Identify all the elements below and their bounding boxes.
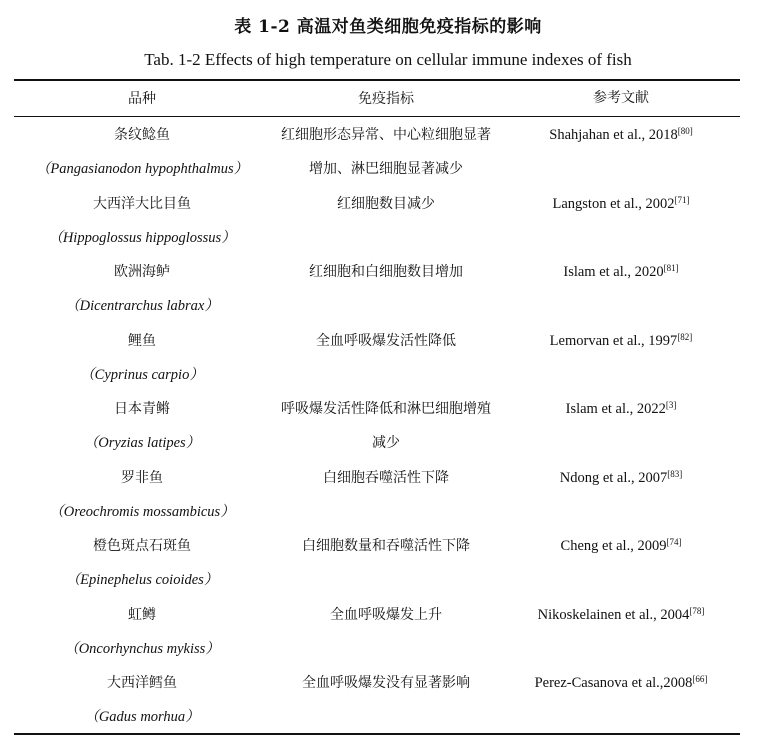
immune-indicator: 呼吸爆发活性降低和淋巴细胞增殖: [281, 401, 491, 417]
species-name: 条纹鲶鱼: [114, 127, 170, 143]
immune-indicator: 全血呼吸爆发活性降低: [316, 332, 456, 349]
immune-indicator: 全血呼吸爆发上升: [330, 606, 442, 623]
species-latin-name: （Oncorhynchus mykiss）: [64, 640, 220, 657]
immune-indicator: 全血呼吸爆发没有显著影响: [302, 675, 470, 691]
header-reference: 参考文献: [593, 91, 649, 106]
reference-citation: [502, 666, 740, 700]
species-latin-name: （Hippoglossus hippoglossus）: [48, 229, 236, 246]
species-name: 大西洋鳕鱼: [107, 675, 177, 691]
species-name: 大西洋大比目鱼: [93, 195, 191, 212]
header-indicator: 免疫指标: [358, 91, 414, 107]
immune-indicator: 白细胞吞噬活性下降: [323, 469, 449, 486]
reference-citation: [502, 392, 740, 426]
table-row: [14, 529, 740, 598]
species-latin-name: （Epinephelus coioides）: [65, 572, 219, 588]
reference-citation: [502, 118, 740, 152]
table-row: [14, 461, 740, 530]
table-row: [14, 118, 740, 187]
table-row: [14, 392, 740, 461]
species-name: 欧洲海鲈: [114, 264, 170, 280]
species-name: 鲤鱼: [128, 332, 156, 349]
reference-citation: [502, 187, 740, 221]
species-latin-name: （Oryzias latipes）: [83, 435, 201, 451]
reference-citation: [502, 598, 740, 632]
reference-number: [74]: [666, 537, 682, 547]
table-bottom-rule: [14, 733, 740, 735]
reference-text: Shahjahan et al., 2018: [549, 127, 678, 143]
reference-citation: [502, 461, 740, 495]
table-top-rule: [14, 79, 740, 81]
reference-number: [78]: [689, 605, 705, 616]
reference-number: [3]: [665, 400, 677, 410]
table-row: [14, 666, 740, 735]
table-row: [14, 187, 740, 256]
table-row: [14, 255, 740, 324]
reference-text: Perez-Casanova et al.,2008: [534, 675, 693, 691]
reference-number: [81]: [663, 263, 679, 273]
table-row: [14, 324, 740, 393]
species-name: 虹鳟: [128, 606, 156, 623]
reference-citation: [502, 324, 740, 358]
reference-text: Nikoskelainen et al., 2004: [537, 606, 690, 623]
table-header-row: [14, 82, 740, 116]
reference-text: Langston et al., 2002: [552, 195, 675, 212]
species-latin-name: （Oreochromis mossambicus）: [49, 503, 235, 520]
header-species: 品种: [128, 91, 156, 107]
immune-indicator: 白细胞数量和吞噬活性下降: [302, 538, 470, 554]
table-caption-en: Tab. 1-2 Effects of high temperature on cellular immune indexes of fish: [144, 50, 632, 69]
reference-text: Ndong et al., 2007: [559, 469, 668, 486]
reference-text: Islam et al., 2020: [563, 264, 664, 280]
immune-indicator-continued: 减少: [372, 435, 400, 451]
table-row: [14, 598, 740, 667]
reference-number: [82]: [677, 331, 693, 342]
reference-number: [83]: [667, 468, 683, 479]
species-latin-name: （Pangasianodon hypophthalmus）: [35, 161, 249, 177]
table-body: [14, 118, 740, 735]
reference-text: Lemorvan et al., 1997: [549, 332, 678, 349]
table-caption-cn: 表 1-2 高温对鱼类细胞免疫指标的影响: [234, 17, 542, 37]
reference-citation: [502, 255, 740, 289]
species-name: 日本青鳉: [114, 401, 170, 417]
reference-citation: [502, 529, 740, 563]
species-latin-name: （Gadus morhua）: [84, 709, 200, 725]
reference-number: [71]: [674, 194, 690, 205]
immune-indicator-continued: 增加、淋巴细胞显著减少: [309, 161, 463, 177]
species-latin-name: （Cyprinus carpio）: [80, 366, 204, 383]
immune-indicator: 红细胞和白细胞数目增加: [309, 264, 463, 280]
reference-number: [80]: [677, 126, 693, 136]
immune-indicator: 红细胞形态异常、中心粒细胞显著: [281, 127, 491, 143]
species-latin-name: （Dicentrarchus labrax）: [65, 298, 219, 314]
species-name: 罗非鱼: [121, 469, 163, 486]
table-header-rule: [14, 116, 740, 117]
reference-text: Cheng et al., 2009: [560, 538, 667, 554]
reference-number: [66]: [692, 674, 708, 684]
immune-indicator: 红细胞数目减少: [337, 195, 435, 212]
species-name: 橙色斑点石斑鱼: [93, 538, 191, 554]
reference-text: Islam et al., 2022: [565, 401, 666, 417]
